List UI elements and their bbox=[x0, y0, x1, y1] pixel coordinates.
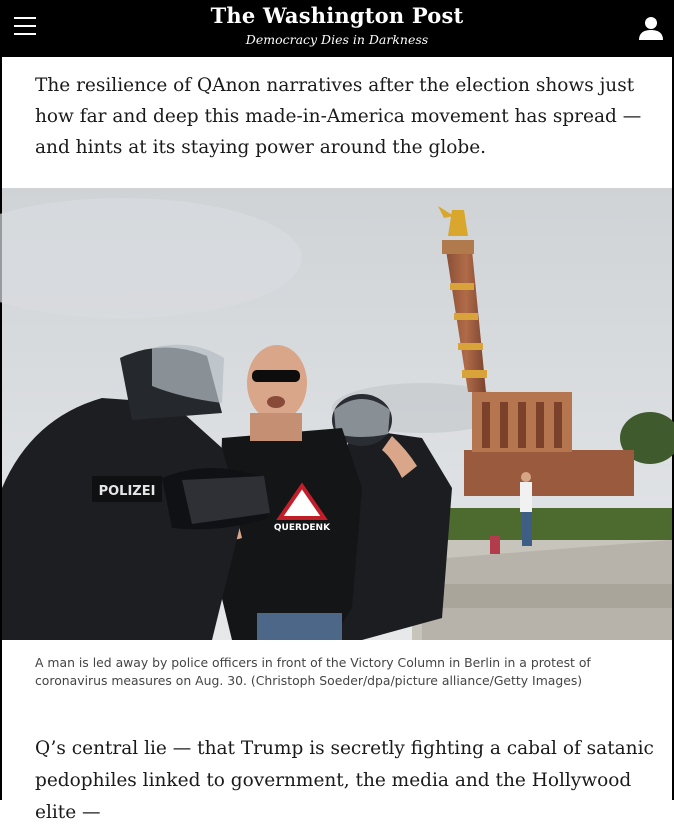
site-tagline: Democracy Dies in Darkness bbox=[245, 32, 429, 47]
police-patch: POLIZEI bbox=[98, 484, 156, 499]
shirt-text: QUERDENK bbox=[273, 523, 331, 533]
user-account-icon[interactable] bbox=[636, 13, 666, 43]
article-body-paragraph: Q’s central lie — that Trump is secretly fighting a cabal of satanic pedophiles linked to government, the media and the Hollywood elite — bbox=[35, 738, 654, 823]
photo-caption: A man is led away by police officers in front of the Victory Column in Berlin in a protest of coronavirus measures on Aug. 30. (Christoph Soeder/dpa/picture alliance/Getty Images) bbox=[35, 655, 591, 688]
site-logo[interactable]: The Washington Post bbox=[210, 3, 464, 28]
article-lede: The resilience of QAnon narratives after the election shows just how far and deep this made-in-America movement has spread — and hints at its staying power around the globe. bbox=[35, 75, 642, 158]
article-photo bbox=[2, 188, 672, 640]
site-header bbox=[0, 0, 674, 57]
